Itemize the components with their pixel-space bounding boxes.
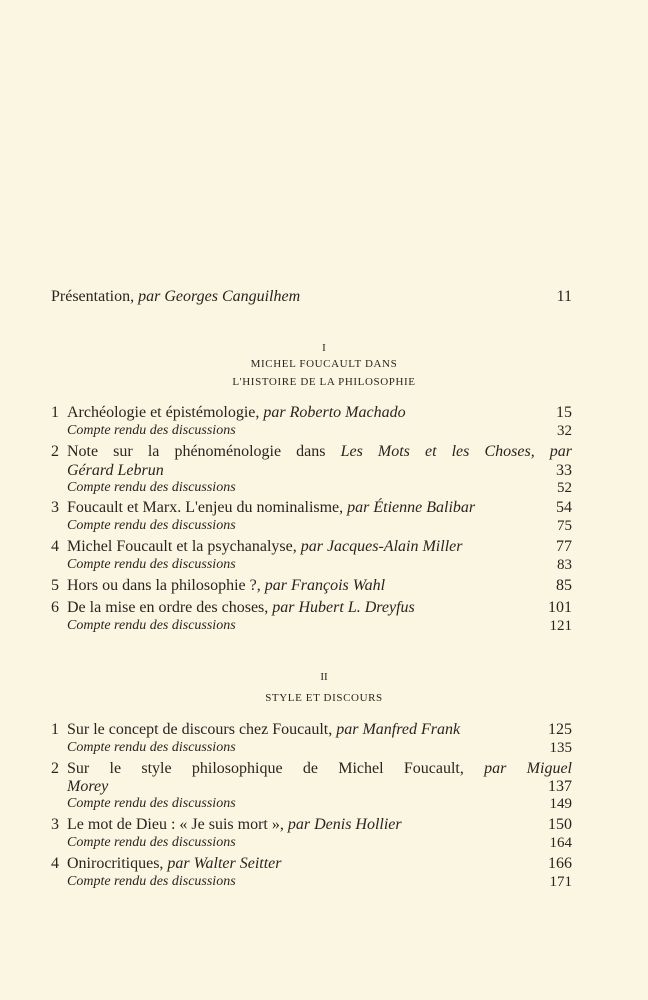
entry-page-number: 85 — [556, 577, 572, 594]
entry-number: 1 — [51, 721, 59, 738]
toc-entry — [0, 854, 648, 874]
entry-page-number: 137 — [548, 778, 572, 795]
discussion-page-number: 121 — [549, 618, 572, 634]
toc-entry — [0, 403, 648, 423]
discussion-label: Compte rendu des discussions — [67, 874, 236, 889]
entry-author: Morey — [67, 778, 109, 795]
entry-title — [67, 498, 475, 518]
entry-number: 2 — [51, 443, 59, 460]
discussion-page-number: 149 — [549, 796, 572, 812]
entry-title-italic: Les Mots et les Choses, par — [340, 443, 573, 460]
entry-page-number: 11 — [556, 288, 572, 305]
part-heading: STYLE ET DISCOURS — [265, 692, 383, 704]
discussion-label: Compte rendu des discussions — [67, 618, 236, 633]
entry-author: par Miguel — [484, 760, 572, 777]
entry-title-text: Sur le concept de discours chez Foucault, — [67, 721, 337, 738]
entry-page-number: 15 — [556, 404, 572, 421]
entry-page-number: 54 — [556, 499, 572, 516]
toc-discussion — [0, 739, 648, 759]
discussion-page-number: 52 — [557, 480, 572, 496]
entry-title — [67, 759, 572, 779]
entry-number: 5 — [51, 577, 59, 594]
entry-author: par Étienne Balibar — [347, 499, 476, 516]
entry-title-text: Hors ou dans la philosophie ?, — [67, 577, 265, 594]
toc-entry — [0, 442, 648, 462]
entry-number: 2 — [51, 760, 59, 777]
entry-author: par Georges Canguilhem — [138, 288, 301, 305]
entry-title-text: Foucault et Marx. L'enjeu du nominalisme, — [67, 499, 348, 516]
entry-title — [67, 720, 460, 740]
entry-page-number: 101 — [548, 599, 572, 616]
discussion-label: Compte rendu des discussions — [67, 518, 236, 533]
discussion-label: Compte rendu des discussions — [67, 557, 236, 572]
discussion-page-number: 32 — [557, 423, 572, 439]
entry-author: par Roberto Machado — [263, 404, 406, 421]
entry-number: 6 — [51, 599, 59, 616]
entry-author: par Manfred Frank — [336, 721, 461, 738]
toc-discussion — [0, 479, 648, 499]
entry-title — [67, 403, 406, 423]
entry-author: par Hubert L. Dreyfus — [272, 599, 415, 616]
entry-title-text: Présentation, — [51, 288, 139, 305]
toc-discussion — [0, 422, 648, 442]
toc-discussion — [0, 556, 648, 576]
toc-discussion — [0, 834, 648, 854]
entry-page-number: 150 — [548, 816, 572, 833]
entry-page-number: 77 — [556, 538, 572, 555]
entry-number: 1 — [51, 404, 59, 421]
toc-entry — [0, 815, 648, 835]
entry-author: par Denis Hollier — [287, 816, 402, 833]
toc-entry — [0, 598, 648, 618]
part-numeral: I — [322, 342, 326, 354]
toc-entry — [0, 720, 648, 740]
entry-number: 4 — [51, 855, 59, 872]
entry-page-number: 33 — [556, 462, 572, 479]
toc-entry — [0, 498, 648, 518]
discussion-page-number: 171 — [549, 874, 572, 890]
discussion-page-number: 164 — [549, 835, 572, 851]
toc-entry — [0, 759, 648, 779]
discussion-page-number: 83 — [557, 557, 572, 573]
entry-title-text: Onirocritiques, — [67, 855, 168, 872]
entry-number: 4 — [51, 538, 59, 555]
discussion-page-number: 135 — [549, 740, 572, 756]
part-heading: L'HISTOIRE DE LA PHILOSOPHIE — [232, 376, 416, 388]
entry-title-text: De la mise en ordre des choses, — [67, 599, 273, 616]
entry-title-text: Le mot de Dieu : « Je suis mort », — [67, 816, 288, 833]
entry-title — [67, 815, 402, 835]
entry-title — [67, 598, 415, 618]
toc-entry-continuation — [0, 461, 648, 481]
toc-discussion — [0, 517, 648, 537]
discussion-label: Compte rendu des discussions — [67, 423, 236, 438]
toc-entry-presentation — [0, 287, 648, 307]
entry-page-number: 125 — [548, 721, 572, 738]
toc-entry-continuation — [0, 777, 648, 797]
entry-title-text: Archéologie et épistémologie, — [67, 404, 264, 421]
entry-title-text: Sur le style philosophique de Michel Foucault, — [67, 760, 485, 777]
part-numeral: II — [320, 671, 328, 683]
discussion-label: Compte rendu des discussions — [67, 835, 236, 850]
entry-number: 3 — [51, 816, 59, 833]
entry-title-text: Michel Foucault et la psychanalyse, — [67, 538, 301, 555]
discussion-label: Compte rendu des discussions — [67, 480, 236, 495]
entry-title-text: Note sur la phénoménologie dans — [67, 443, 341, 460]
discussion-page-number: 75 — [557, 518, 572, 534]
part-heading: MICHEL FOUCAULT DANS — [250, 358, 398, 370]
entry-title — [67, 442, 572, 462]
toc-discussion — [0, 617, 648, 637]
discussion-label: Compte rendu des discussions — [67, 796, 236, 811]
discussion-label: Compte rendu des discussions — [67, 740, 236, 755]
entry-page-number: 166 — [548, 855, 572, 872]
entry-author: par François Wahl — [264, 577, 386, 594]
entry-number: 3 — [51, 499, 59, 516]
entry-title — [51, 287, 300, 307]
toc-entry — [0, 537, 648, 557]
entry-title — [67, 576, 385, 596]
entry-author: par Walter Seitter — [167, 855, 282, 872]
entry-title — [67, 537, 462, 557]
toc-discussion — [0, 795, 648, 815]
toc-entry — [0, 576, 648, 596]
entry-author: par Jacques-Alain Miller — [300, 538, 463, 555]
entry-title — [67, 854, 282, 874]
entry-author: Gérard Lebrun — [67, 462, 164, 479]
toc-discussion — [0, 873, 648, 893]
